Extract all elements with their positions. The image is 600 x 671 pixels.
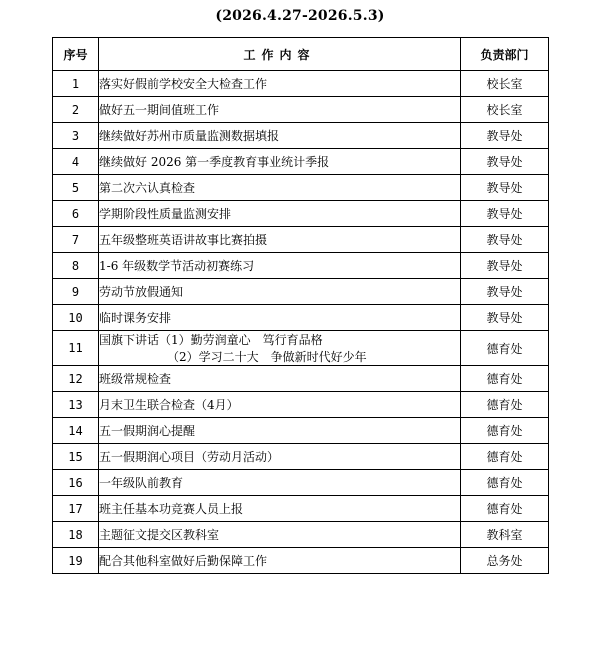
- row-task-text: 第二次六认真检查: [99, 181, 196, 195]
- row-task: [99, 470, 461, 496]
- row-task-text: 1-6 年级数学节活动初赛练习: [99, 259, 255, 273]
- table-header-row: [53, 38, 549, 71]
- row-task-text: 月末卫生联合检查（4月）: [99, 398, 239, 412]
- row-index: 3: [53, 123, 99, 149]
- row-task: [99, 201, 461, 227]
- table-row: [53, 366, 549, 392]
- row-task-text: 班主任基本功竞赛人员上报: [99, 502, 244, 516]
- row-index: 14: [53, 418, 99, 444]
- table-row: [53, 123, 549, 149]
- row-index: 17: [53, 496, 99, 522]
- table-row: [53, 522, 549, 548]
- row-index: 16: [53, 470, 99, 496]
- row-index: 9: [53, 279, 99, 305]
- date-range-title: (2026.4.27-2026.5.3): [215, 8, 385, 24]
- row-task: [99, 392, 461, 418]
- table-row: [53, 227, 549, 253]
- table-row: [53, 418, 549, 444]
- row-task-text: 主题征文提交区教科室: [99, 528, 220, 542]
- row-dept: 德育处: [461, 392, 549, 418]
- row-task: [99, 175, 461, 201]
- table-row: [53, 392, 549, 418]
- row-task-text: 落实好假前学校安全大检查工作: [99, 77, 268, 91]
- row-dept: 德育处: [461, 418, 549, 444]
- row-index: 4: [53, 149, 99, 175]
- row-task: [99, 548, 461, 574]
- table-row: [53, 305, 549, 331]
- row-dept: 德育处: [461, 331, 549, 366]
- row-task-text: 五一假期润心提醒: [99, 424, 196, 438]
- row-index: 8: [53, 253, 99, 279]
- row-task-text: 学期阶段性质量监测安排: [99, 207, 232, 221]
- table-row: [53, 496, 549, 522]
- header-dept: 负责部门: [461, 38, 549, 71]
- table-row: [53, 71, 549, 97]
- row-dept: 教导处: [461, 253, 549, 279]
- table-row: [53, 331, 549, 366]
- row-index: 1: [53, 71, 99, 97]
- table-row: [53, 175, 549, 201]
- row-dept: 教导处: [461, 123, 549, 149]
- row-task: [99, 522, 461, 548]
- row-dept: 教导处: [461, 227, 549, 253]
- row-dept: 德育处: [461, 470, 549, 496]
- row-task-text: 国旗下讲话（1）勤劳润童心 笃行育品格: [99, 333, 323, 347]
- weekly-schedule-table: [52, 37, 549, 574]
- row-task: [99, 227, 461, 253]
- row-dept: 教科室: [461, 522, 549, 548]
- table-row: [53, 444, 549, 470]
- row-task: [99, 444, 461, 470]
- row-index: 13: [53, 392, 99, 418]
- row-index: 5: [53, 175, 99, 201]
- row-task-text: 劳动节放假通知: [99, 285, 184, 299]
- row-task: [99, 331, 461, 366]
- row-dept: 校长室: [461, 71, 549, 97]
- row-index: 7: [53, 227, 99, 253]
- table-row: [53, 201, 549, 227]
- row-dept: 校长室: [461, 97, 549, 123]
- row-index: 10: [53, 305, 99, 331]
- row-index: 6: [53, 201, 99, 227]
- table-row: [53, 279, 549, 305]
- table-row: [53, 470, 549, 496]
- row-task-text: 继续做好苏州市质量监测数据填报: [99, 129, 280, 143]
- table-row: [53, 97, 549, 123]
- row-index: 18: [53, 522, 99, 548]
- row-task-text: 配合其他科室做好后勤保障工作: [99, 554, 268, 568]
- row-dept: 教导处: [461, 305, 549, 331]
- row-task-text: 一年级队前教育: [99, 476, 184, 490]
- row-dept: 总务处: [461, 548, 549, 574]
- row-index: 2: [53, 97, 99, 123]
- row-index: 15: [53, 444, 99, 470]
- row-task: [99, 71, 461, 97]
- row-dept: 教导处: [461, 175, 549, 201]
- header-index: 序号: [53, 38, 99, 71]
- row-index: 19: [53, 548, 99, 574]
- row-dept: 教导处: [461, 201, 549, 227]
- row-task: [99, 366, 461, 392]
- row-task: [99, 418, 461, 444]
- row-dept: 德育处: [461, 366, 549, 392]
- row-task-text: 五年级整班英语讲故事比赛拍摄: [99, 233, 268, 247]
- table-row: [53, 149, 549, 175]
- row-task-text: 继续做好 2026 第一季度教育事业统计季报: [99, 155, 330, 169]
- row-dept: 德育处: [461, 444, 549, 470]
- row-task: [99, 279, 461, 305]
- row-dept: 教导处: [461, 149, 549, 175]
- table-row: [53, 548, 549, 574]
- row-task: [99, 253, 461, 279]
- row-task: [99, 123, 461, 149]
- row-dept: 教导处: [461, 279, 549, 305]
- row-task: [99, 97, 461, 123]
- row-task-text: 班级常规检查: [99, 372, 172, 386]
- header-task: 工作内容: [99, 38, 461, 71]
- row-task-text: 做好五一期间值班工作: [99, 103, 220, 117]
- row-task-text: 临时课务安排: [99, 311, 172, 325]
- row-task-text: 五一假期润心项目（劳动月活动）: [99, 450, 280, 464]
- row-task: [99, 149, 461, 175]
- row-index: 11: [53, 331, 99, 366]
- row-index: 12: [53, 366, 99, 392]
- table-row: [53, 253, 549, 279]
- row-task: [99, 496, 461, 522]
- row-dept: 德育处: [461, 496, 549, 522]
- row-task-text-line2: （2）学习二十大 争做新时代好少年: [167, 350, 367, 364]
- row-task: [99, 305, 461, 331]
